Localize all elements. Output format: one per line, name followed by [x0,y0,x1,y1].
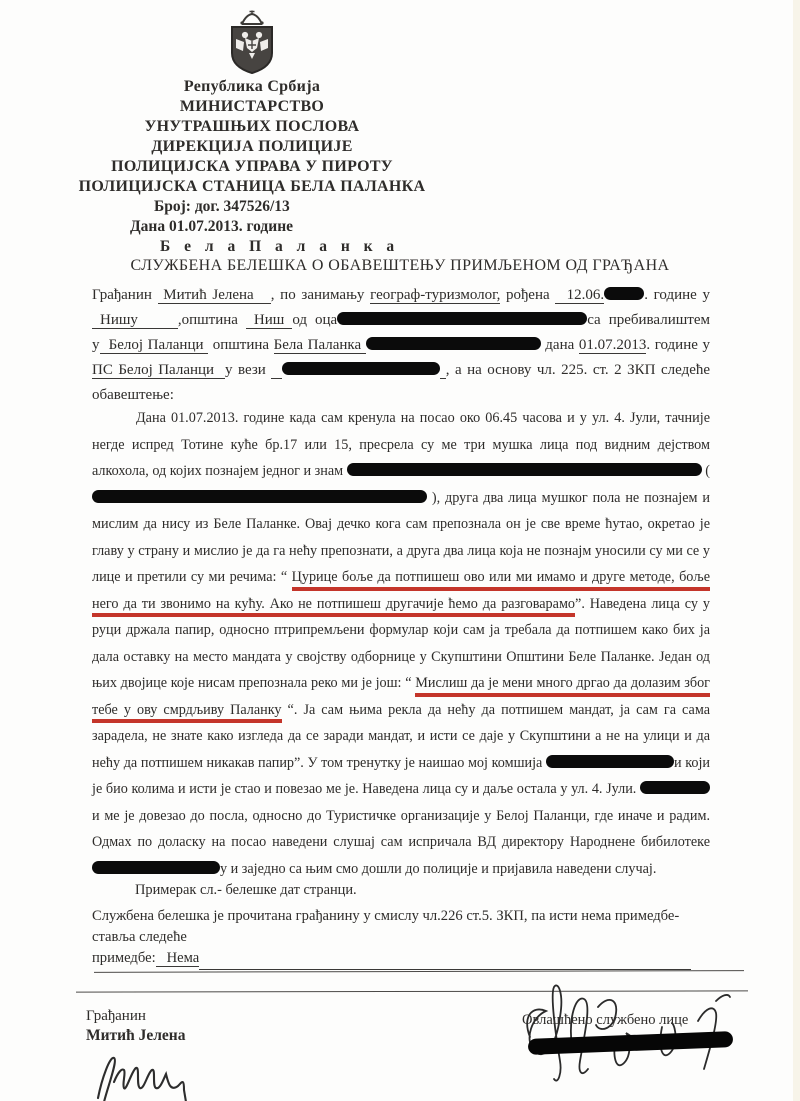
text-run: Грађанин [92,287,158,303]
redaction-bar [640,781,710,794]
header-line-ministry: МИНИСТАРСТВО [179,98,325,115]
citizen-signature-block [86,1006,286,1101]
underlined-text: Бела Паланка [273,337,366,353]
redaction-bar [546,755,674,768]
document-place: Б е л а П а л а н к а [160,238,400,255]
text-run: ( [701,463,710,479]
text-run: Дана 01.07.2013. године када сам кренула на посао око 06.45 часова и у ул. 4. Јули, тачније негде испред Тотине куће бр.17 или 15, пресрела су ме три мушка лица под видним дејством алкохола, од којих познајем једног и знам [92,410,710,479]
document-header [40,10,464,257]
redaction-bar [92,490,427,503]
text-run: и који је био колима и исти је стао и повезао ме је. Наведена лица су и даље остала у ул. 4. Јули. [92,754,710,797]
text-run: ”. Наведена лица су у руци држала папир, односно птрипремљени формулар који сам ја требала да потпишем како бих ја дала оставку на место мандата у својству одборнице у Скупштини Општини Беле Паланке. Један од њих двојице које нисам препознала реко ми је још: “ [92,595,710,691]
document-title: СЛУЖБЕНА БЕЛЕШКА О ОБАВЕШТЕЊУ ПРИМЉЕНОМ ОД ГРАЂАНА [130,257,670,274]
header-line-internal-affairs: УНУТРАШЊИХ ПОСЛОВА [144,118,360,135]
document-date: Дана 01.07.2013. године [130,218,294,235]
underlined-text [199,948,691,970]
underlined-text: 12.06. [555,287,605,303]
redaction-bar [282,362,440,375]
underlined-text: Ниш [245,312,293,328]
underlined-text: 01.07.2013 [578,337,647,353]
scan-edge-shadow [793,0,800,1101]
text-run: и ме је довезао до посла, односно до Туристичке организације у Белој Паланци, где иначе и радим. Одмах по доласку на посао наведени слушај сам испричала ВД директору Народнене бибилотеке [92,807,710,850]
marker-underlined-text: Цурице боље да потпишеш ово или ми имамо и друге методе, боље него да ти звонимо на кућу. Ако не потпишеш другачије ћемо да разговарамо [92,569,710,617]
header-line-police-directorate: ДИРЕКЦИЈА ПОЛИЦИЈЕ [151,138,353,155]
redaction-bar [366,337,541,350]
text-run: са пребивалиштем у [92,312,710,353]
underlined-text: Нишу [92,312,178,328]
text-run: примедбе: [92,950,156,966]
text-run: у и заједно са њим смо дошли до полиције и пријавила наведени случај. [220,860,657,877]
underlined-text: Нема [155,950,200,966]
underlined-text: географ-туризмолог, [370,287,501,303]
text-run: у вези [225,362,272,378]
header-line-police-administration: ПОЛИЦИЈСКА УПРАВА У ПИРОТУ [111,158,393,175]
intro-paragraph [92,283,710,408]
blank-line-rule [94,970,744,973]
text-run: општина [208,337,274,353]
text-run: ), друга два лица мушког пола не познајем и мислим да нису из Беле Паланке. Овај дечко кога сам препознала он је све време ћутао, окретао је главу у страну и мислио је да га нећу препознати, а друга два лица која не познајм уносили су ми се у лице и претили су ми речима: “ [92,489,710,585]
serbian-coat-of-arms-icon [215,10,289,74]
text-run: “. Ја сам њима рекла да нећу да потпишем мандат, ја сам га сама зарадела, не знате како изгледа да се заради мандат, и исти се даје у Скупштини а не на улици и да нећу да потпишем никакав папир”. У том тренутку је наишао мој комшија [92,701,710,771]
case-number: Број: дог. 347526/13 [154,198,290,215]
underlined-text [271,362,282,379]
redaction-bar [337,312,587,325]
text-run: , а на основу чл. 225. ст. 2 ЗКП следеће обавештење: [92,362,711,403]
text-run: од оца [292,312,338,328]
official-signature-block [510,975,780,1097]
text-run: . године у [646,337,710,353]
redaction-bar [604,287,644,300]
text-run: Службена белешка је прочитана грађанину у смислу чл.226 ст.5. ЗКП, па исти нема примедбе- [92,908,680,924]
text-run: , по занимању [270,287,371,303]
text-run: . године у [644,287,710,303]
statement-paragraph [92,405,710,882]
redaction-bar [347,463,702,476]
text-run: дана [540,337,579,353]
underlined-text: ПС Белој Паланци [92,362,226,378]
redaction-bar [92,861,220,874]
text-run: ставља следеће [92,929,187,945]
marker-underlined-text: Мислиш да је мени много дргао да долазим због тебе у ову смрдљиву Паланку [92,675,710,723]
copy-note: Примерак сл.- белешке дат странци. [135,882,357,898]
text-run: ,општина [177,312,246,328]
citizen-name: Митић Јелена [86,1027,186,1044]
header-line-republic: Република Србија [183,78,321,95]
underlined-text: Митић Јелена [157,287,271,303]
closing-paragraph [92,906,712,970]
official-role-label: Овлашћено службено лице [522,1012,689,1028]
header-line-police-station: ПОЛИЦИЈСКА СТАНИЦА БЕЛА ПАЛАНКА [78,178,426,195]
underlined-text: Белој Паланци [99,337,209,353]
citizen-role-label: Грађанин [86,1008,146,1024]
text-run: рођена [500,287,556,303]
citizen-signature-image [86,1048,221,1101]
